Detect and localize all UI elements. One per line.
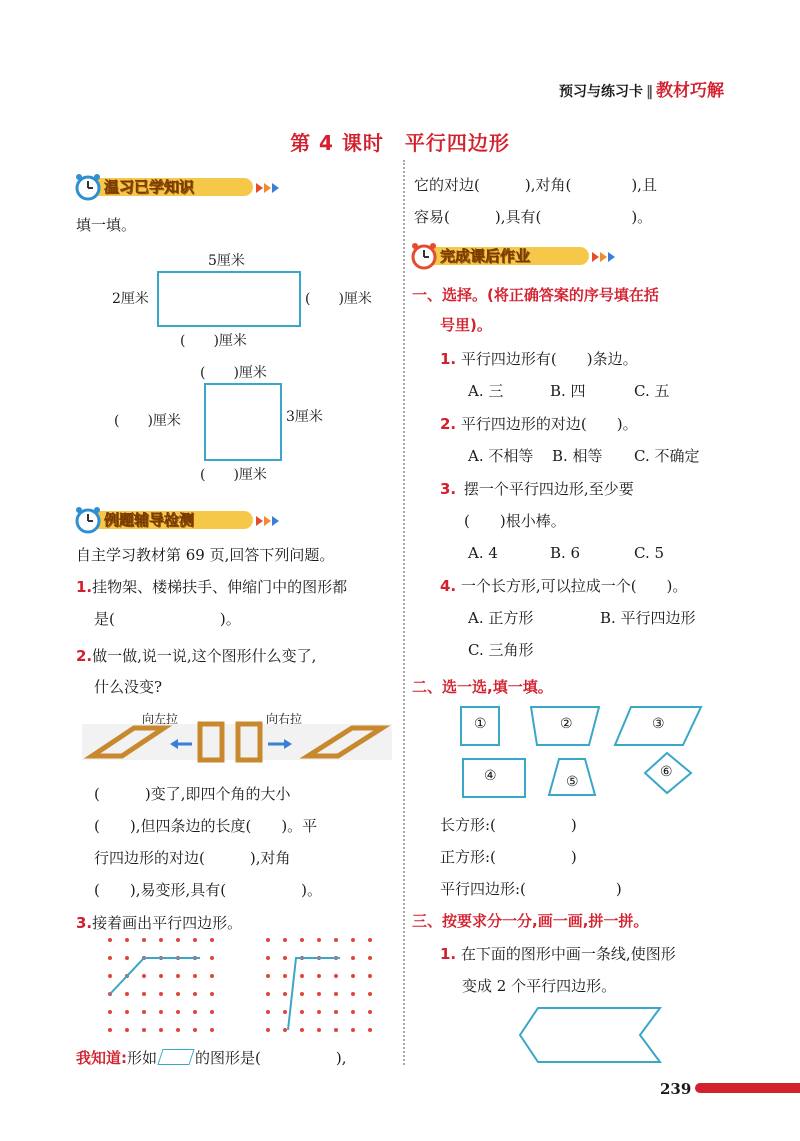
question-1: 1.挂物架、楼梯扶手、伸缩门中的图形都 xyxy=(76,578,348,596)
grid-dot xyxy=(108,974,112,978)
grid-dot xyxy=(368,938,372,942)
grid-dot xyxy=(159,938,163,942)
rect-top-label: 5厘米 xyxy=(208,253,245,269)
grid-dot xyxy=(266,1010,270,1014)
rect-bottom-label: ( )厘米 xyxy=(180,333,247,349)
dot-grid-right xyxy=(266,938,372,1032)
grid-dot xyxy=(125,956,129,960)
grid-dot xyxy=(108,1028,112,1032)
shape-1-label: ① xyxy=(474,716,487,732)
grid-dot xyxy=(176,992,180,996)
grid-dot xyxy=(368,992,372,996)
grid-dot xyxy=(210,1010,214,1014)
grid-dot xyxy=(210,938,214,942)
question-2-answer-2: ( ),但四条边的长度( )。平 xyxy=(94,817,318,835)
square-top-label: ( )厘米 xyxy=(200,365,267,381)
grid-dot xyxy=(317,974,321,978)
choice-1-opt-a: A. 三 xyxy=(468,382,504,400)
grid-dot xyxy=(125,1010,129,1014)
choice-3-opt-a: A. 4 xyxy=(468,544,498,562)
grid-dot xyxy=(300,992,304,996)
section-banner-example xyxy=(74,507,284,533)
parallelogram-answer: 平行四边形:( ) xyxy=(440,880,622,898)
grid-dot xyxy=(159,974,163,978)
grid-left-started-lines xyxy=(110,958,200,994)
grid-dot xyxy=(210,1028,214,1032)
shape-4-label: ④ xyxy=(484,768,497,784)
stick-frames-illustration xyxy=(82,710,392,768)
grid-dot xyxy=(176,974,180,978)
question-2-line2: 什么没变? xyxy=(94,678,163,696)
choice-1-opt-b: B. 四 xyxy=(550,382,586,400)
grid-dot xyxy=(125,992,129,996)
choice-4-opt-b: B. 平行四边形 xyxy=(600,609,696,627)
dot-grid-left xyxy=(108,938,214,1032)
grid-dot xyxy=(283,1028,287,1032)
part-3-question-1: 1. 在下面的图形中画一条线,使图形 xyxy=(440,945,676,963)
grid-dot xyxy=(351,1028,355,1032)
grid-dot xyxy=(159,1010,163,1014)
grid-dot xyxy=(351,992,355,996)
choice-4-opt-c: C. 三角形 xyxy=(468,641,534,659)
choice-4: 4. 一个长方形,可以拉成一个( )。 xyxy=(440,577,688,595)
dot-grid-area xyxy=(98,936,388,1038)
page-header: 预习与练习卡 ‖ 教材巧解 xyxy=(559,81,724,101)
question-2-answer-3: 行四边形的对边( ),对角 xyxy=(94,849,291,867)
grid-dot xyxy=(142,1028,146,1032)
shape-2-label: ② xyxy=(560,716,573,732)
grid-dot xyxy=(300,974,304,978)
grid-dot xyxy=(266,992,270,996)
choice-2-opt-a: A. 不相等 xyxy=(468,447,534,465)
grid-dot xyxy=(210,956,214,960)
know-line: 我知道:形如 的图形是( ), xyxy=(76,1049,347,1067)
grid-dot xyxy=(368,1010,372,1014)
choice-1-opt-c: C. 五 xyxy=(634,382,670,400)
lesson-title: 第 4 课时 平行四边形 xyxy=(290,131,510,155)
grid-dot xyxy=(210,974,214,978)
grid-dot xyxy=(283,1010,287,1014)
grid-dot xyxy=(300,938,304,942)
question-2: 2.做一做,说一说,这个图形什么变了, xyxy=(76,647,317,665)
choice-4-opt-a: A. 正方形 xyxy=(468,609,534,627)
grid-dot xyxy=(300,1010,304,1014)
question-2-answer-4: ( ),易变形,具有( )。 xyxy=(94,881,322,899)
grid-dot xyxy=(334,992,338,996)
part-3-question-1-line2: 变成 2 个平行四边形。 xyxy=(462,977,617,995)
grid-dot xyxy=(368,974,372,978)
grid-dot xyxy=(193,992,197,996)
choice-2: 2. 平行四边形的对边( )。 xyxy=(440,415,638,433)
alarm-clock-icon xyxy=(410,241,438,271)
grid-dot xyxy=(176,1010,180,1014)
shape-6-label: ⑥ xyxy=(660,764,673,780)
part-1-title-line2: 号里)。 xyxy=(440,316,492,334)
part-3-title: 三、按要求分一分,画一画,拼一拼。 xyxy=(412,912,649,930)
grid-dot xyxy=(193,974,197,978)
shape-5-label: ⑤ xyxy=(566,774,579,790)
grid-dot xyxy=(351,1010,355,1014)
right-top-line2: 容易( ),具有( )。 xyxy=(414,208,653,226)
pull-left-label: 向左拉 xyxy=(142,712,179,726)
grid-dot xyxy=(193,1028,197,1032)
grid-dot xyxy=(266,1028,270,1032)
header-brand: 教材巧解 xyxy=(656,81,724,101)
grid-dot xyxy=(334,974,338,978)
square-left-label: ( )厘米 xyxy=(114,413,181,429)
choice-1: 1. 平行四边形有( )条边。 xyxy=(440,350,638,368)
rectangle-answer: 长方形:( ) xyxy=(440,816,577,834)
choice-3: 3. 摆一个平行四边形,至少要 xyxy=(440,480,634,498)
grid-dot xyxy=(266,938,270,942)
grid-dot xyxy=(351,938,355,942)
choice-3-line2: ( )根小棒。 xyxy=(464,512,566,530)
grid-dot xyxy=(266,974,270,978)
grid-dot xyxy=(283,992,287,996)
grid-right-started-lines xyxy=(288,958,340,1030)
grid-dot xyxy=(125,938,129,942)
rectangle-shape xyxy=(157,271,301,327)
grid-dot xyxy=(317,1028,321,1032)
pull-right-label: 向右拉 xyxy=(266,712,303,726)
grid-dot xyxy=(317,1010,321,1014)
header-subtitle: 预习与练习卡 xyxy=(559,84,643,100)
grid-dot xyxy=(368,956,372,960)
grid-dot xyxy=(317,992,321,996)
square-bottom-label: ( )厘米 xyxy=(200,467,267,483)
grid-dot xyxy=(142,1010,146,1014)
grid-dot xyxy=(108,1010,112,1014)
grid-dot xyxy=(193,938,197,942)
grid-dot xyxy=(368,1028,372,1032)
clock-icon xyxy=(74,505,102,535)
question-1-line2: 是( )。 xyxy=(94,610,241,628)
grid-dot xyxy=(108,938,112,942)
section-title-review: 温习已学知识 xyxy=(104,178,195,196)
section-title-homework: 完成课后作业 xyxy=(440,247,531,265)
part-2-title: 二、选一选,填一填。 xyxy=(412,678,553,696)
grid-dot xyxy=(142,938,146,942)
part-1-title: 一、选择。(将正确答案的序号填在括 xyxy=(412,286,659,304)
grid-dot xyxy=(334,1010,338,1014)
square-shape xyxy=(204,383,282,461)
grid-dot xyxy=(283,956,287,960)
grid-dot xyxy=(176,1028,180,1032)
grid-dot xyxy=(351,956,355,960)
grid-dot xyxy=(334,1028,338,1032)
grid-dot xyxy=(193,1010,197,1014)
rect-right-label: ( )厘米 xyxy=(305,291,372,307)
grid-dot xyxy=(266,956,270,960)
grid-dot xyxy=(159,1028,163,1032)
square-right-label: 3厘米 xyxy=(286,409,323,425)
square-answer: 正方形:( ) xyxy=(440,848,577,866)
shapes-figure xyxy=(455,703,730,811)
choice-3-opt-c: C. 5 xyxy=(634,544,665,562)
grid-dot xyxy=(159,992,163,996)
question-2-answer-1: ( )变了,即四个角的大小 xyxy=(94,785,291,803)
choice-2-opt-c: C. 不确定 xyxy=(634,447,700,465)
grid-dot xyxy=(283,974,287,978)
choice-3-opt-b: B. 6 xyxy=(550,544,581,562)
section-banner-homework xyxy=(410,243,620,269)
grid-dot xyxy=(176,938,180,942)
page-number: 239 xyxy=(660,1080,692,1098)
parallelogram-icon xyxy=(157,1049,194,1065)
grid-dot xyxy=(334,938,338,942)
rect-left-label: 2厘米 xyxy=(112,291,149,307)
column-divider xyxy=(403,160,405,1065)
grid-dot xyxy=(125,1028,129,1032)
grid-dot xyxy=(351,974,355,978)
chevron-shape-figure xyxy=(516,1004,666,1066)
question-3: 3.接着画出平行四边形。 xyxy=(76,914,243,932)
grid-dot xyxy=(283,938,287,942)
grid-dot xyxy=(108,956,112,960)
section-title-example: 例题辅导检测 xyxy=(104,511,195,529)
page-number-bar xyxy=(695,1083,800,1093)
right-top-line1: 它的对边( ),对角( ),且 xyxy=(414,176,657,194)
grid-dot xyxy=(210,992,214,996)
grid-dot xyxy=(317,938,321,942)
grid-dot xyxy=(142,992,146,996)
clock-icon xyxy=(74,172,102,202)
example-intro: 自主学习教材第 69 页,回答下列问题。 xyxy=(76,546,335,564)
review-instruction: 填一填。 xyxy=(76,216,137,234)
grid-dot xyxy=(142,974,146,978)
choice-2-opt-b: B. 相等 xyxy=(552,447,603,465)
shape-3-label: ③ xyxy=(652,716,665,732)
section-banner-review xyxy=(74,174,284,200)
grid-dot xyxy=(300,1028,304,1032)
